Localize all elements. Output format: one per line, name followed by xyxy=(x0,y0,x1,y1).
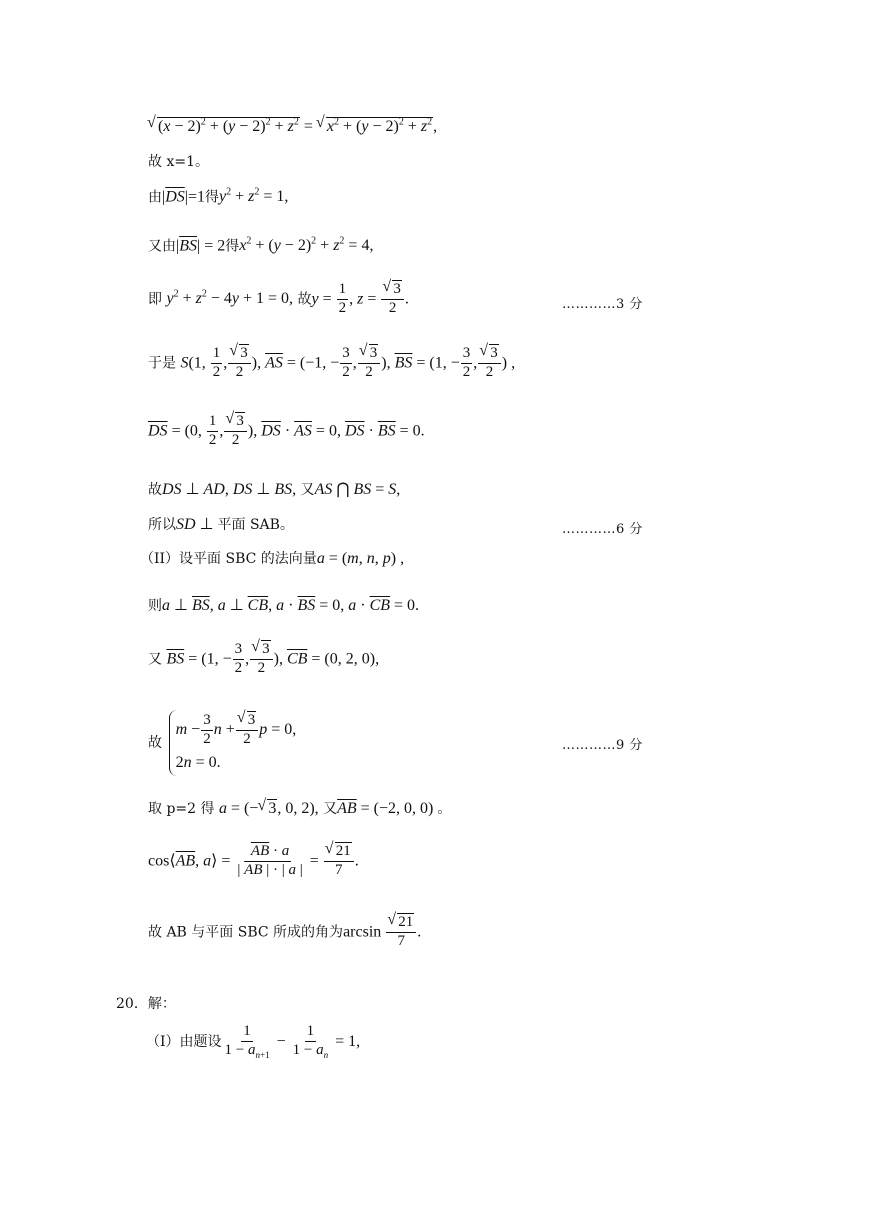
problem-20-heading: 20．解： xyxy=(116,996,176,1012)
text-x-equals-1: 故 x=1。 xyxy=(148,154,209,170)
equation-cosine: $\cos⟨\overline{AB}$, a⟩ = $\frac{\overline{AB} \cdot a}{| \overline{AB} | \cdot | a |}$ = √ $\frac{21}{7}$ . xyxy=(148,844,359,879)
equation-normal-conditions: 则a ⊥ $\overline{BS}$, a ⊥ $\overline{CB}$, $a \cdot \overline{BS} = 0$, $a \cdot \overline{CB} = 0$. xyxy=(148,597,420,614)
equation-system: 故 m − $\frac{3}{2}$ n + √ $\frac{3}{2}$ p = 0, 2n = 0. xyxy=(148,710,296,776)
equation-point-s: 于是 S(1, $\frac{1}{2}$ , √ $\frac{3}{2}$ ), $\overline{AS} = (-1$, − $\frac{3}{2}$ , √ $\frac{3}{2}$ ), $\overline{BS} = (1$, − $\frac{3}{2}$ , √ $\frac{3}{2}$ ) , xyxy=(148,346,515,381)
equation-ds-vector: $\overline{DS} = (0$, $\frac{1}{2}$ , √ $\frac{3}{2}$ ), $\overline{DS} \cdot \overline{AS} = 0$, $\overline{DS} \cdot \overline{BS} = 0$. xyxy=(148,414,425,449)
score-9: …………9 分 xyxy=(562,738,643,753)
equation-distance: √ $(x - 2)^2 + (y - 2)^2 + z^2$ = √ $x^2 + (y - 2)^2 + z^2$, xyxy=(148,118,437,135)
score-6: …………6 分 xyxy=(562,522,643,537)
equation-perpendicular: 故DS ⊥ AD, DS ⊥ BS, 又AS ⋂ BS = S, xyxy=(148,481,401,498)
equation-take-p: 取 p=2 得 a = (− √ 3, 0, 2), 又$\overline{AB} = (-2$, 0, 0) 。 xyxy=(148,801,451,817)
equation-bs-length: 又由$|\overline{BS}| = 2$得$x^2 + (y - 2)^2 + z^2 = 4$, xyxy=(148,236,374,255)
equation-solve-yz: 即 $y^2 + z^2 - 4y + 1 = 0$, 故y = $\frac{1}{2}$ , z = √ $\frac{3}{2}$ . xyxy=(148,282,409,317)
conclusion-angle: 故 AB 与平面 SBC 所成的角为arcsin √ $\frac{21}{7}$ . xyxy=(148,915,421,950)
equation-bs-cb: 又 $\overline{BS} = (1$, − $\frac{3}{2}$ , √ $\frac{3}{2}$ ), $\overline{CB} = (0$, 2, 0), xyxy=(148,642,379,677)
conclusion-sd-perp: 所以SD ⊥ 平面 SAB。 xyxy=(148,516,294,533)
part-ii-normal-vector: （II）设平面 SBC 的法向量a = (m, n, p) , xyxy=(140,550,405,567)
equation-ds-length: 由$|\overline{DS}|=1$得$y^2 + z^2 = 1$, xyxy=(148,187,289,206)
score-3: …………3 分 xyxy=(562,297,643,312)
part-i-given: （I）由题设 $\frac{1}{1 - a_{n+1}}$ − $\frac{1}{1 - a_n}$ = 1, xyxy=(146,1023,361,1060)
